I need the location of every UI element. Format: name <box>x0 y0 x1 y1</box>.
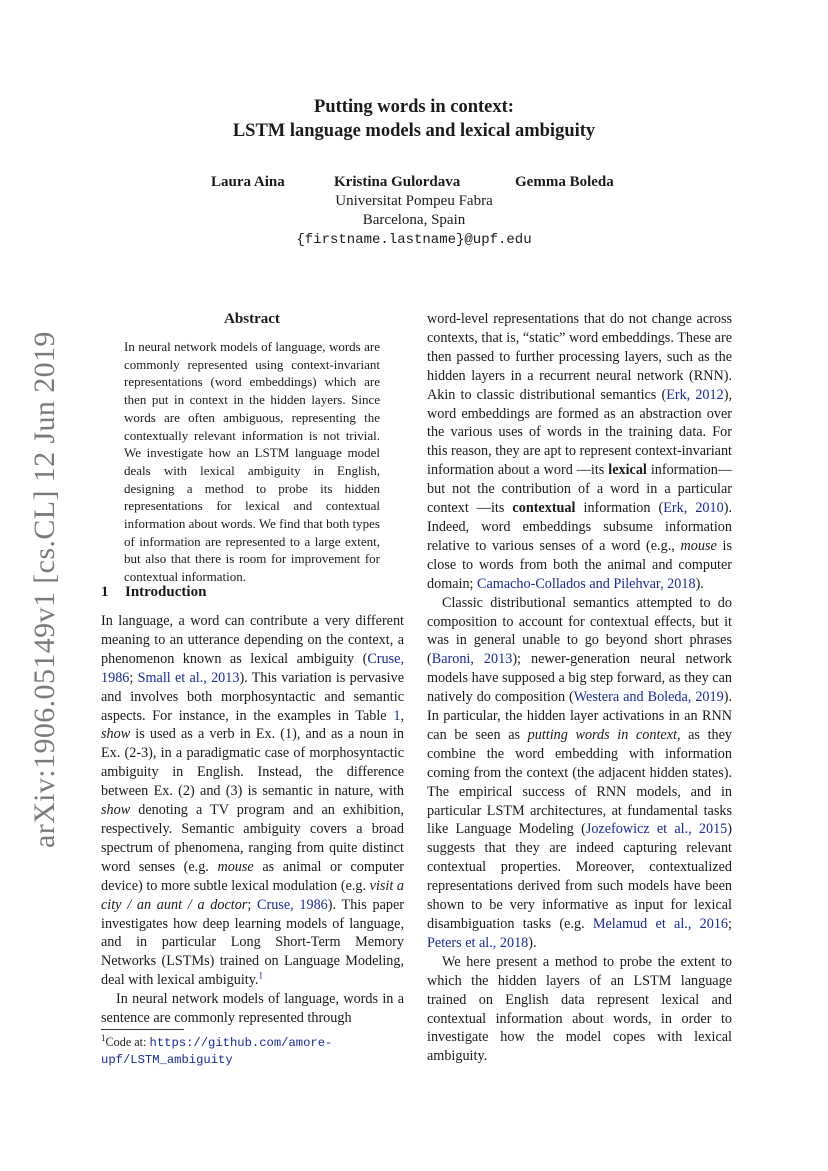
section-heading <box>101 584 206 601</box>
author-name: Laura Aina <box>211 174 285 190</box>
footnote-label: Code at: <box>105 1035 150 1049</box>
citation-link[interactable]: Baroni, 2013 <box>431 651 513 668</box>
author-email[interactable]: {firstname.lastname}@upf.edu <box>296 232 532 248</box>
table-reference-link[interactable]: 1 <box>393 707 401 724</box>
body-paragraph: word-level representations that do not change across contexts, that is, “static” word embeddings. These are then passed to further processing layers, such as the hidden layers in a recurrent neural network (RNN). Akin to classic distributional semantics (Erk, 2012), word embeddings are formed as an abstraction over the various uses of words in the training data. For this reason, they are apt to represent context-invariant information about a word —its lexical information— but not the contribution of a word in a particular context —its contextual information (Erk, 2010). Indeed, word embeddings subsume information relative to various senses of a word (e.g., mouse is close to words from both the animal and computer domain; Camacho-Collados and Pilehvar, 2018). <box>427 311 732 592</box>
paper-title-line2: LSTM language models and lexical ambiguity <box>232 121 596 141</box>
citation-link[interactable]: Melamud et al., 2016 <box>592 916 729 932</box>
citation-link[interactable]: Small et al., 2013 <box>137 669 240 686</box>
citation-link[interactable]: Erk, 2010 <box>663 500 724 517</box>
left-column <box>101 612 404 1028</box>
section-number: 1 <box>101 584 109 600</box>
footnote <box>101 1034 404 1068</box>
right-column <box>427 310 732 1066</box>
author-list <box>0 174 828 194</box>
arxiv-identifier[interactable]: arXiv:1906.05149v1 [cs.CL] 12 Jun 2019 <box>28 331 61 848</box>
footnote-number: 1 <box>101 1032 106 1043</box>
citation-link[interactable]: Erk, 2012 <box>666 386 724 403</box>
author-name: Kristina Gulordava <box>334 174 461 190</box>
intro-paragraph: In neural network models of language, words in a sentence are commonly represented through <box>101 991 404 1027</box>
footnote-marker[interactable]: 1 <box>258 970 263 981</box>
section-title: Introduction <box>125 584 207 600</box>
abstract-text: In neural network models of language, words are commonly represented using context-invariant representations (word embeddings) which are then put in context in the hidden layers. Since words are often ambiguous, representing the contextually relevant information is not trivial. We investigate how an LSTM language model deals with lexical ambiguity in English, designing a method to probe its hidden representations for lexical and contextual information about words. We find that both types of information are represented to a large extent, but also that there is room for improvement for contextual information. <box>124 339 380 585</box>
location: Barcelona, Spain <box>362 212 466 228</box>
body-paragraph: Classic distributional semantics attempted to do composition to account for contextual effects, but it was in general unable to go beyond short phrases (Baroni, 2013); newer-generation neural network models have supposed a big step forward, as they can natively do composition (Westera and Boleda, 2019). In particular, the hidden layer activations in an RNN can be seen as putting words in context, as they combine the word embedding with information coming from the context (the adjacent hidden states). The empirical success of RNN models, and in particular LSTM architectures, at fundamental tasks like Language Modeling (Jozefowicz et al., 2015) suggests that they are indeed capturing relevant contextual properties. Moreover, contextualized representations derived from such models have been shown to be very informative as input for lexical disambiguation tasks (e.g. Melamud et al., 2016; Peters et al., 2018). <box>427 594 732 951</box>
citation-link[interactable]: Cruse, 1986 <box>257 896 328 913</box>
author-name: Gemma Boleda <box>515 174 614 190</box>
citation-link[interactable]: Westera and Boleda, 2019 <box>573 689 724 706</box>
citation-link[interactable]: Camacho-Collados and Pilehvar, 2018 <box>477 575 696 592</box>
body-paragraph: We here present a method to probe the extent to which the hidden layers of an LSTM language trained on English data represent lexical and contextual information about words, in order to investigate how the model copes with lexical ambiguity. <box>427 953 732 1065</box>
citation-link[interactable]: Jozefowicz et al., 2015 <box>585 821 728 838</box>
affiliation: Universitat Pompeu Fabra <box>335 193 493 209</box>
intro-paragraph: In language, a word can contribute a very different meaning to an utterance depending on the context, a phenomenon known as lexical ambiguity (Cruse, 1986; Small et al., 2013). This variation is pervasive and involves both morphosyntactic and semantic aspects. For instance, in the examples in Table 1, show is used as a verb in Ex. (1), and as a noun in Ex. (2-3), in a paradigmatic case of morphosyntactic ambiguity in English. Instead, the difference between Ex. (2) and (3) is semantic in nature, with show denoting a TV program and an exhibition, respectively. Semantic ambiguity covers a broad spectrum of phenomena, ranging from quite distinct word senses (e.g. mouse as animal or computer device) to more subtle lexical modulation (e.g. visit a city / an aunt / a doctor; Cruse, 1986). This paper investigates how deep learning models of language, and in particular Long Short-Term Memory Networks (LSTMs) trained on Language Modeling, deal with lexical ambiguity.$^1$ <box>101 613 405 989</box>
citation-link[interactable]: Cruse, 1986 <box>101 650 404 686</box>
paper-title-line1: Putting words in context: <box>314 97 514 117</box>
code-url-link[interactable]: https://github.com/amore-upf/LSTM_ambiguity <box>101 1036 333 1067</box>
citation-link[interactable]: Peters et al., 2018 <box>427 934 529 951</box>
abstract-heading: Abstract <box>224 311 280 327</box>
footnote-divider <box>101 1029 184 1030</box>
